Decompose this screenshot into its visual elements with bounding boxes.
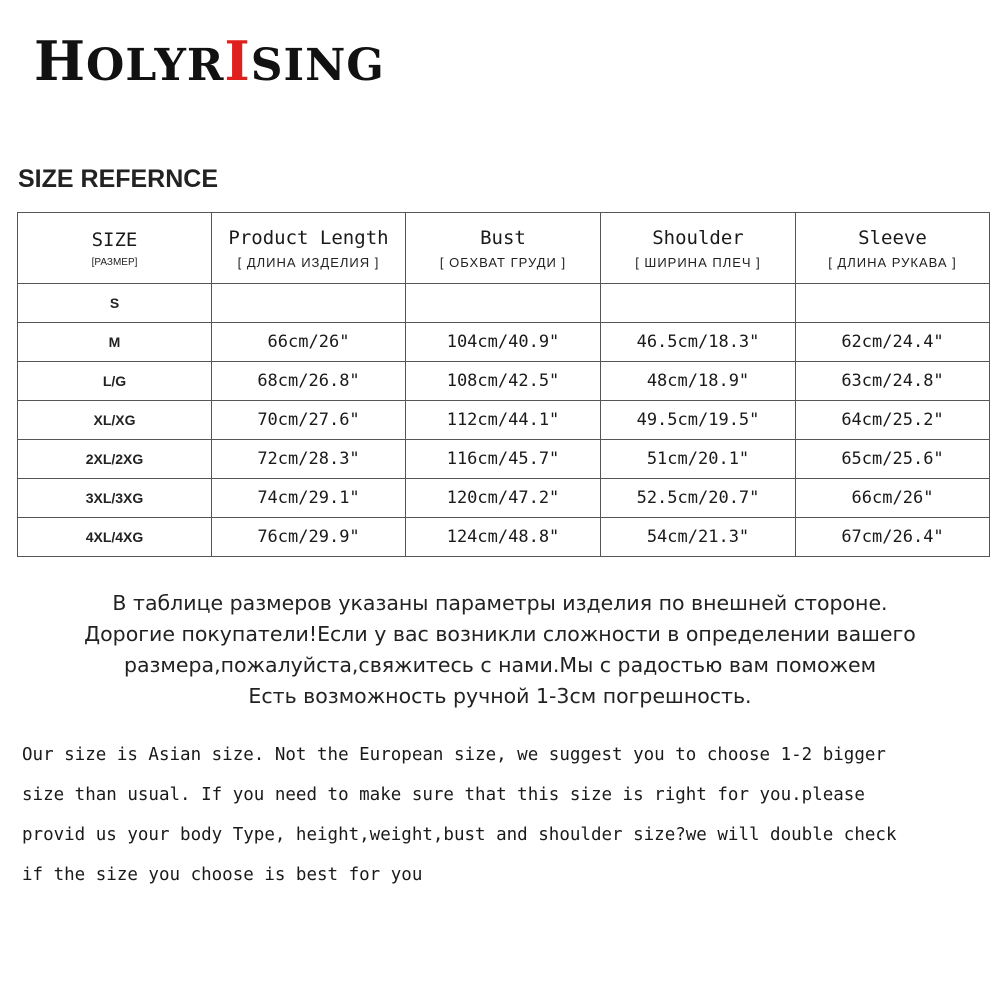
table-row <box>18 440 990 479</box>
header-shoulder <box>601 213 796 284</box>
logo-letter-h: H <box>34 29 87 93</box>
length-cell: 72cm/28.3" <box>212 440 406 479</box>
length-cell: 70cm/27.6" <box>212 401 406 440</box>
header-label: Product Length <box>228 226 389 249</box>
table-row <box>18 323 990 362</box>
english-note-line: size than usual. If you need to make sure that this size is right for you.please <box>22 785 865 805</box>
bust-cell: 108cm/42.5" <box>406 362 601 401</box>
logo-letter-i: I <box>224 29 251 93</box>
shoulder-cell: 54cm/21.3" <box>601 518 796 557</box>
table-header-row <box>18 213 990 284</box>
shoulder-cell: 49.5cm/19.5" <box>601 401 796 440</box>
sleeve-cell: 63cm/24.8" <box>796 362 990 401</box>
shoulder-cell: 46.5cm/18.3" <box>601 323 796 362</box>
table-row <box>18 479 990 518</box>
length-cell <box>212 284 406 323</box>
bust-cell: 120cm/47.2" <box>406 479 601 518</box>
russian-note-line: В таблице размеров указаны параметры изделия по внешней стороне. <box>112 591 888 615</box>
logo-letters-olyr: OLYR <box>86 40 225 91</box>
length-cell: 68cm/26.8" <box>212 362 406 401</box>
header-sublabel: [ ОБХВАТ ГРУДИ ] <box>439 254 567 270</box>
header-sleeve <box>796 213 990 284</box>
sleeve-cell: 64cm/25.2" <box>796 401 990 440</box>
size-cell: 2XL/2XG <box>18 440 212 479</box>
table-row <box>18 401 990 440</box>
size-cell: L/G <box>18 362 212 401</box>
header-label: SIZE <box>91 228 138 251</box>
table-row <box>18 284 990 323</box>
size-table <box>17 212 990 557</box>
english-note-line: Our size is Asian size. Not the European size, we suggest you to choose 1-2 bigger <box>22 745 886 765</box>
table-row <box>18 362 990 401</box>
logo-letters-sing: SING <box>250 40 385 91</box>
header-sublabel: [РАЗМЕР] <box>91 256 138 268</box>
english-note-line: provid us your body Type, height,weight,bust and shoulder size?we will double check <box>22 825 897 845</box>
header-label: Shoulder <box>652 226 744 249</box>
header-sublabel: [ ДЛИНА ИЗДЕЛИЯ ] <box>237 254 380 270</box>
english-notes <box>22 735 987 895</box>
header-sublabel: [ ДЛИНА РУКАВА ] <box>828 254 957 270</box>
russian-note-line: размера,пожалуйста,свяжитесь с нами.Мы с радостью вам поможем <box>123 653 877 677</box>
sleeve-cell: 66cm/26" <box>796 479 990 518</box>
header-product-length <box>212 213 406 284</box>
header-sublabel: [ ШИРИНА ПЛЕЧ ] <box>635 254 761 270</box>
length-cell: 74cm/29.1" <box>212 479 406 518</box>
size-cell: 4XL/4XG <box>18 518 212 557</box>
header-size <box>18 213 212 284</box>
size-cell: S <box>18 284 212 323</box>
brand-logo <box>34 29 385 93</box>
sleeve-cell <box>796 284 990 323</box>
bust-cell <box>406 284 601 323</box>
header-label: Bust <box>480 226 526 249</box>
size-cell: 3XL/3XG <box>18 479 212 518</box>
bust-cell: 112cm/44.1" <box>406 401 601 440</box>
length-cell: 66cm/26" <box>212 323 406 362</box>
sleeve-cell: 65cm/25.6" <box>796 440 990 479</box>
english-note-line: if the size you choose is best for you <box>22 865 423 885</box>
sleeve-cell: 67cm/26.4" <box>796 518 990 557</box>
size-cell: M <box>18 323 212 362</box>
shoulder-cell: 51cm/20.1" <box>601 440 796 479</box>
section-title: SIZE REFERNCE <box>18 165 219 193</box>
sleeve-cell: 62cm/24.4" <box>796 323 990 362</box>
table-row <box>18 518 990 557</box>
size-cell: XL/XG <box>18 401 212 440</box>
length-cell: 76cm/29.9" <box>212 518 406 557</box>
bust-cell: 116cm/45.7" <box>406 440 601 479</box>
header-label: Sleeve <box>858 226 927 249</box>
bust-cell: 104cm/40.9" <box>406 323 601 362</box>
bust-cell: 124cm/48.8" <box>406 518 601 557</box>
russian-notes <box>0 588 1000 712</box>
russian-note-line: Дорогие покупатели!Если у вас возникли сложности в определении вашего <box>84 622 916 646</box>
russian-note-line: Есть возможность ручной 1-3см погрешность. <box>248 684 752 708</box>
header-bust <box>406 213 601 284</box>
shoulder-cell: 48cm/18.9" <box>601 362 796 401</box>
shoulder-cell: 52.5cm/20.7" <box>601 479 796 518</box>
shoulder-cell <box>601 284 796 323</box>
